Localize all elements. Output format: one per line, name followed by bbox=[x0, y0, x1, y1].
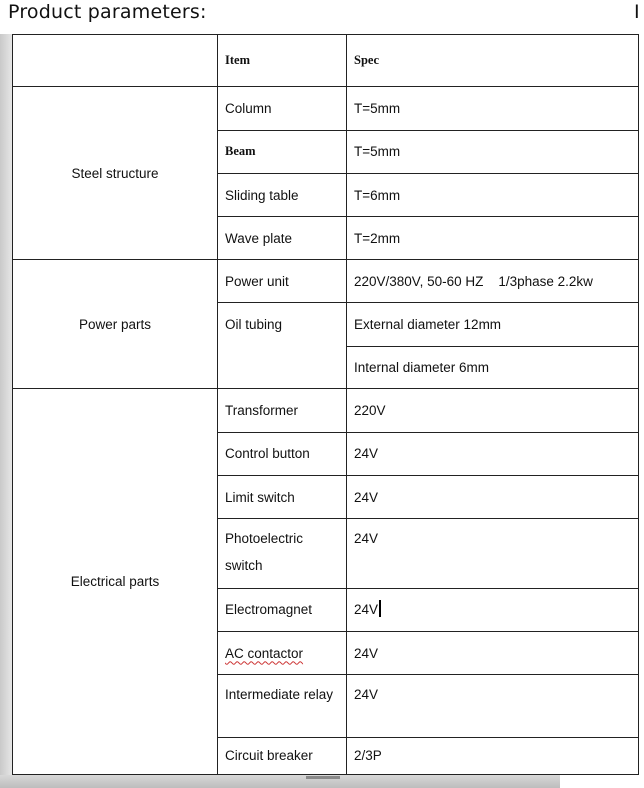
item-cell: Oil tubing bbox=[218, 302, 347, 346]
clipped-edge-glyph: I bbox=[634, 1, 640, 23]
parameters-sheet bbox=[12, 34, 638, 775]
spec-cell: 220V bbox=[347, 389, 639, 432]
spec-cell: 24V bbox=[347, 631, 639, 674]
item-cell: Intermediate relay bbox=[218, 675, 347, 737]
table-row bbox=[13, 389, 639, 432]
text-caret bbox=[379, 600, 381, 617]
item-cell: Wave plate bbox=[218, 217, 347, 260]
header-item-cell: Item bbox=[218, 35, 347, 87]
spec-cell: Internal diameter 6mm bbox=[347, 347, 639, 389]
page-heading: Product parameters: bbox=[8, 1, 207, 23]
backdrop-shade-left bbox=[0, 34, 12, 788]
scroll-indicator[interactable] bbox=[306, 776, 340, 779]
spec-cell: 24V bbox=[347, 432, 639, 475]
backdrop-shade-bottom bbox=[0, 775, 560, 788]
spec-cell: T=2mm bbox=[347, 217, 639, 260]
spec-cell-edit[interactable] bbox=[347, 588, 639, 631]
spec-cell: 220V/380V, 50-60 HZ 1/3phase 2.2kw bbox=[347, 260, 639, 302]
spec-cell: T=5mm bbox=[347, 87, 639, 130]
spec-cell: 2/3P bbox=[347, 737, 639, 774]
item-cell bbox=[218, 347, 347, 389]
header-category-cell bbox=[13, 35, 218, 87]
item-cell: Column bbox=[218, 87, 347, 130]
item-cell: Transformer bbox=[218, 389, 347, 432]
category-steel-structure: Steel structure bbox=[13, 87, 218, 260]
spec-cell: 24V bbox=[347, 475, 639, 518]
spec-cell: T=6mm bbox=[347, 173, 639, 216]
category-power-parts: Power parts bbox=[13, 260, 218, 389]
item-cell: Control button bbox=[218, 432, 347, 475]
item-cell bbox=[218, 631, 347, 674]
spec-cell: T=5mm bbox=[347, 130, 639, 173]
item-cell: Sliding table bbox=[218, 173, 347, 216]
item-cell: Photoelectric switch bbox=[218, 519, 347, 588]
item-cell: Electromagnet bbox=[218, 588, 347, 631]
table-header-row bbox=[13, 35, 639, 87]
spec-cell: 24V bbox=[347, 519, 639, 588]
table-row bbox=[13, 87, 639, 130]
item-cell: Beam bbox=[218, 130, 347, 173]
category-electrical-parts: Electrical parts bbox=[13, 389, 218, 775]
item-cell: Circuit breaker bbox=[218, 737, 347, 774]
spec-cell: 24V bbox=[347, 675, 639, 737]
spec-text: 24V bbox=[354, 602, 379, 618]
item-cell: Limit switch bbox=[218, 475, 347, 518]
item-cell: Power unit bbox=[218, 260, 347, 302]
table-row bbox=[13, 260, 639, 302]
header-spec-cell: Spec bbox=[347, 35, 639, 87]
parameters-table bbox=[12, 34, 639, 775]
spec-cell: External diameter 12mm bbox=[347, 302, 639, 346]
spellcheck-underlined-text: AC contactor bbox=[225, 645, 304, 661]
